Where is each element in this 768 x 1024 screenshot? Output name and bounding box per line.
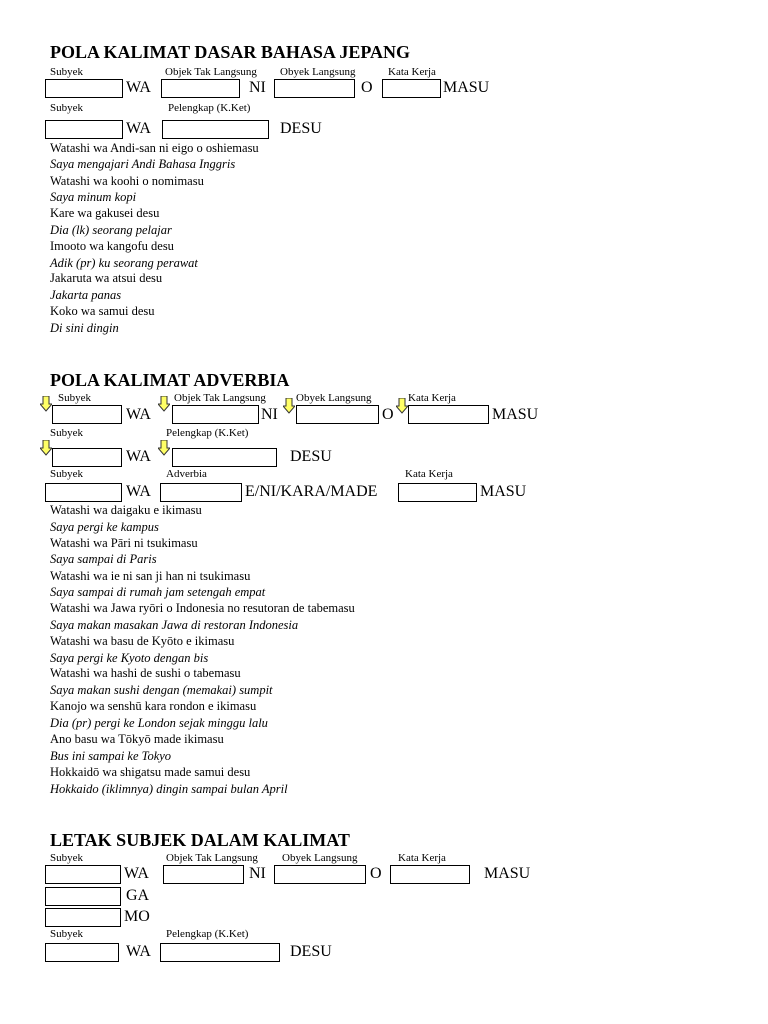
example-japanese: Watashi wa basu de Kyōto e ikimasu (50, 634, 235, 648)
subject-box[interactable] (52, 405, 122, 424)
adverb-box[interactable] (160, 483, 242, 502)
example-japanese: Jakaruta wa atsui desu (50, 271, 163, 285)
example-translation: Adik (pr) ku seorang perawat (50, 256, 198, 270)
example-japanese: Watashi wa daigaku e ikimasu (50, 503, 202, 517)
particle-mo: MO (124, 908, 150, 925)
example-japanese: Watashi wa Andi-san ni eigo o oshiemasu (50, 141, 259, 155)
down-arrow-icon (396, 398, 408, 414)
complement-box[interactable] (160, 943, 280, 962)
label-pelengkap: Pelengkap (K.Ket) (168, 102, 251, 114)
label-kata-kerja: Kata Kerja (388, 66, 436, 78)
label-pelengkap: Pelengkap (K.Ket) (166, 427, 249, 439)
direct-object-box[interactable] (274, 865, 366, 884)
particle-desu: DESU (290, 448, 332, 465)
down-arrow-icon (158, 396, 170, 412)
label-objek-tak-langsung: Objek Tak Langsung (174, 392, 266, 404)
complement-box[interactable] (162, 120, 269, 139)
example-translation: Di sini dingin (50, 321, 119, 335)
example-japanese: Watashi wa koohi o nomimasu (50, 174, 204, 188)
label-subyek: Subyek (50, 427, 83, 439)
complement-box[interactable] (172, 448, 277, 467)
label-subyek: Subyek (58, 392, 91, 404)
label-obyek-langsung: Obyek Langsung (280, 66, 356, 78)
particle-wa: WA (126, 483, 151, 500)
example-translation: Hokkaido (iklimnya) dingin sampai bulan April (50, 782, 288, 796)
example-translation: Saya makan sushi dengan (memakai) sumpit (50, 683, 273, 697)
label-obyek-langsung: Obyek Langsung (282, 852, 358, 864)
down-arrow-icon (40, 440, 52, 456)
label-subyek: Subyek (50, 852, 83, 864)
subject-box[interactable] (45, 887, 121, 906)
direct-object-box[interactable] (274, 79, 355, 98)
label-objek-tak-langsung: Objek Tak Langsung (165, 66, 257, 78)
particle-wa: WA (126, 943, 151, 960)
label-kata-kerja: Kata Kerja (408, 392, 456, 404)
indirect-object-box[interactable] (163, 865, 244, 884)
label-kata-kerja: Kata Kerja (398, 852, 446, 864)
particle-masu: MASU (492, 406, 539, 423)
particle-desu: DESU (280, 120, 322, 137)
label-pelengkap: Pelengkap (K.Ket) (166, 928, 249, 940)
example-translation: Bus ini sampai ke Tokyo (50, 749, 172, 763)
subject-box[interactable] (45, 908, 121, 927)
label-subyek: Subyek (50, 468, 83, 480)
example-translation: Saya makan masakan Jawa di restoran Indonesia (50, 618, 299, 632)
down-arrow-icon (158, 440, 170, 456)
verb-box[interactable] (408, 405, 489, 424)
direct-object-box[interactable] (296, 405, 379, 424)
subject-box[interactable] (52, 448, 122, 467)
verb-box[interactable] (382, 79, 441, 98)
example-japanese: Hokkaidō wa shigatsu made samui desu (50, 765, 251, 779)
example-japanese: Kanojo wa senshū kara rondon e ikimasu (50, 699, 257, 713)
particle-o: O (370, 865, 382, 882)
section3-title: LETAK SUBJEK DALAM KALIMAT (50, 830, 350, 850)
particle-ni: NI (249, 865, 266, 882)
particle-masu: MASU (443, 79, 490, 96)
label-objek-tak-langsung: Objek Tak Langsung (166, 852, 258, 864)
label-subyek: Subyek (50, 928, 83, 940)
example-translation: Saya mengajari Andi Bahasa Inggris (50, 157, 236, 171)
indirect-object-box[interactable] (161, 79, 240, 98)
section1-title: POLA KALIMAT DASAR BAHASA JEPANG (50, 42, 411, 62)
indirect-object-box[interactable] (172, 405, 259, 424)
example-translation: Saya pergi ke kampus (50, 520, 159, 534)
particle-wa: WA (126, 406, 151, 423)
example-japanese: Imooto wa kangofu desu (50, 239, 174, 253)
example-translation: Jakarta panas (50, 288, 122, 302)
particle-wa: WA (126, 120, 151, 137)
particle-masu: MASU (484, 865, 531, 882)
verb-box[interactable] (390, 865, 470, 884)
example-translation: Saya minum kopi (50, 190, 137, 204)
example-japanese: Watashi wa ie ni san ji han ni tsukimasu (50, 569, 251, 583)
section2-title: POLA KALIMAT ADVERBIA (50, 370, 290, 390)
example-japanese: Watashi wa Jawa ryōri o Indonesia no resutoran de tabemasu (50, 601, 355, 615)
down-arrow-icon (283, 398, 295, 414)
particle-o: O (361, 79, 373, 96)
subject-box[interactable] (45, 943, 119, 962)
verb-box[interactable] (398, 483, 477, 502)
example-japanese: Kare wa gakusei desu (50, 206, 160, 220)
down-arrow-icon (40, 396, 52, 412)
example-translation: Saya pergi ke Kyoto dengan bis (50, 651, 209, 665)
particle-wa: WA (124, 865, 149, 882)
example-translation: Saya sampai di rumah jam setengah empat (50, 585, 266, 599)
label-subyek: Subyek (50, 66, 83, 78)
particle-ga: GA (126, 887, 150, 904)
particle-wa: WA (126, 448, 151, 465)
label-kata-kerja: Kata Kerja (405, 468, 453, 480)
example-japanese: Koko wa samui desu (50, 304, 155, 318)
subject-box[interactable] (45, 865, 121, 884)
particle-desu: DESU (290, 943, 332, 960)
particle-ni: NI (249, 79, 266, 96)
label-obyek-langsung: Obyek Langsung (296, 392, 372, 404)
particle-wa: WA (126, 79, 151, 96)
example-translation: Saya sampai di Paris (50, 552, 157, 566)
subject-box[interactable] (45, 483, 122, 502)
particle-e-ni-kara-made: E/NI/KARA/MADE (245, 483, 378, 500)
example-japanese: Watashi wa hashi de sushi o tabemasu (50, 666, 241, 680)
subject-box[interactable] (45, 120, 123, 139)
particle-o: O (382, 406, 394, 423)
particle-ni: NI (261, 406, 278, 423)
label-subyek: Subyek (50, 102, 83, 114)
example-translation: Dia (lk) seorang pelajar (50, 223, 172, 237)
particle-masu: MASU (480, 483, 527, 500)
subject-box[interactable] (45, 79, 123, 98)
label-adverbia: Adverbia (166, 468, 207, 480)
example-translation: Dia (pr) pergi ke London sejak minggu lalu (50, 716, 268, 730)
example-japanese: Watashi wa Pāri ni tsukimasu (50, 536, 198, 550)
example-japanese: Ano basu wa Tōkyō made ikimasu (50, 732, 224, 746)
